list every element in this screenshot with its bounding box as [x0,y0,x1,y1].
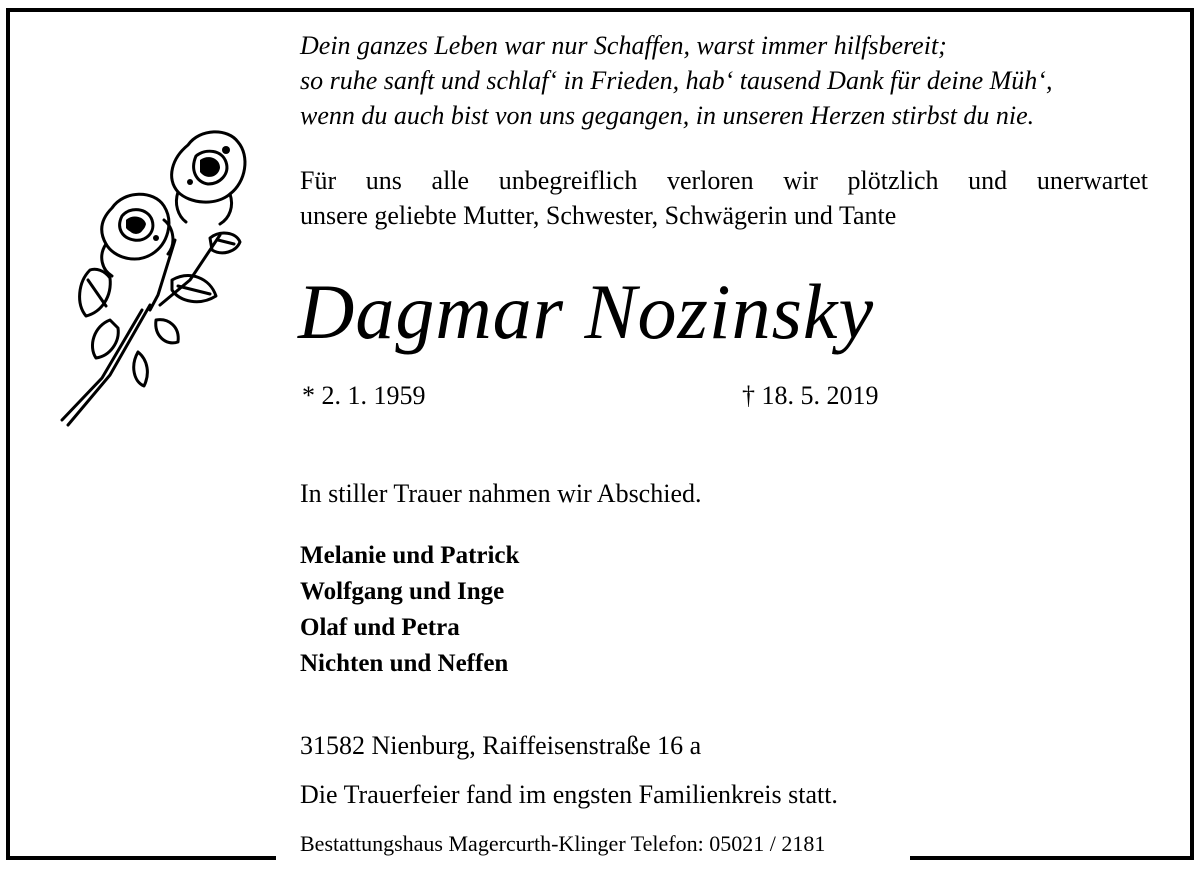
birth-date: * 2. 1. 1959 [302,381,426,410]
mourner-name: Wolfgang und Inge [300,578,505,605]
mourner-name: Olaf und Petra [300,614,460,641]
verse-line: Dein ganzes Leben war nur Schaffen, warst immer hilfsbereit; [300,31,947,60]
deceased-name: Dagmar Nozinsky [298,268,875,355]
mourners-list [300,538,519,682]
address: 31582 Nienburg, Raiffeisenstraße 16 a [300,731,702,760]
roses-illustration-icon [50,120,255,435]
mourner-name: Melanie und Patrick [300,542,520,569]
announcement-line: Für uns alle unbegreiflich verloren wir plötzlich und unerwartet [300,166,1148,195]
memorial-verse [300,28,1160,133]
mourner-name: Nichten und Neffen [300,650,509,677]
funeral-service-note: Die Trauerfeier fand im engsten Familienkreis statt. [300,780,838,809]
funeral-home-footer: Bestattungshaus Magercurth-Klinger Telefon: 05021 / 2181 [300,831,826,856]
verse-line: wenn du auch bist von uns gegangen, in unseren Herzen stirbst du nie. [300,101,1035,130]
announcement-text [300,163,1148,233]
farewell-text: In stiller Trauer nahmen wir Abschied. [300,479,702,508]
announcement-line: unsere geliebte Mutter, Schwester, Schwägerin und Tante [300,201,897,230]
verse-line: so ruhe sanft und schlaf‘ in Frieden, hab‘ tausend Dank für deine Müh‘, [300,66,1053,95]
death-date: † 18. 5. 2019 [742,381,879,410]
